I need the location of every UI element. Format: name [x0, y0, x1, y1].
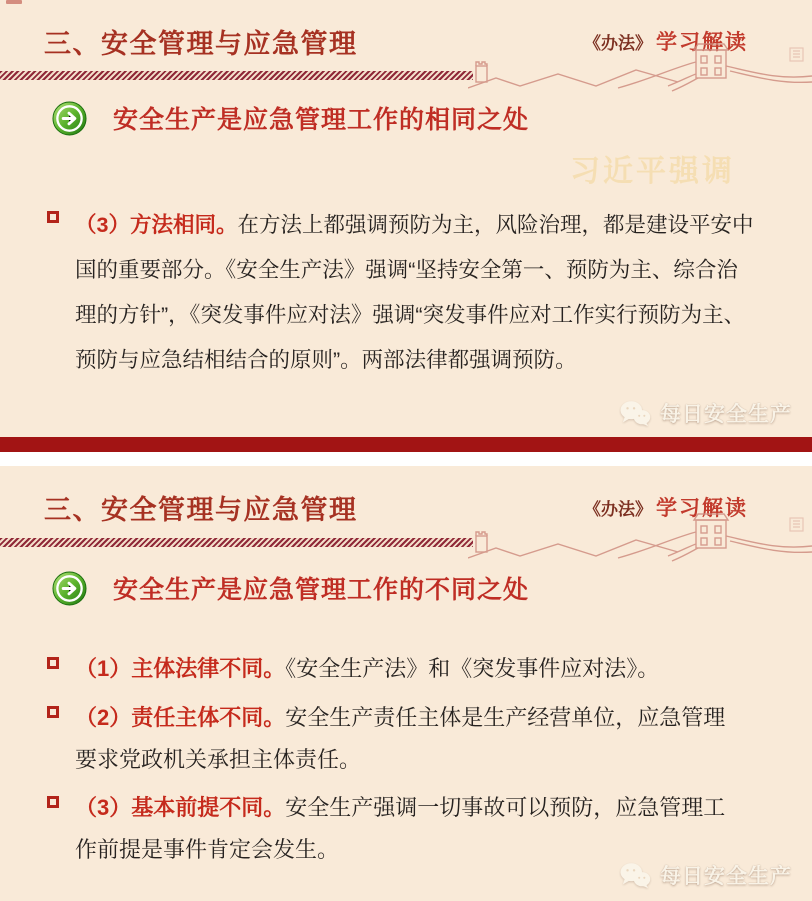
- bullet-item: [75, 697, 735, 781]
- title-underline-hatch: [0, 538, 473, 547]
- bullet-lead: （2）责任主体不同。: [75, 705, 286, 730]
- bullet-lead: （1）主体法律不同。: [75, 656, 286, 681]
- square-bullet-icon: [47, 796, 59, 808]
- bullet-text: [75, 648, 735, 690]
- bullet-item: [75, 203, 759, 383]
- bullet-body: 安全生产强调一切事故可以预防，应急管理工作前提是事件肯定会发生。: [75, 795, 726, 862]
- watermark-text: 每日安全生产: [660, 403, 792, 426]
- bullet-text: [75, 697, 735, 781]
- bullet-body: 安全生产责任主体是生产经营单位，应急管理要求党政机关承担主体责任。: [75, 705, 726, 772]
- wechat-watermark: [618, 860, 792, 890]
- bullet-lead: （3）方法相同。: [75, 213, 238, 237]
- wechat-watermark: [618, 398, 792, 428]
- bullet-lead: （3）基本前提不同。: [75, 795, 286, 820]
- slide-top: [0, 0, 812, 437]
- square-bullet-icon: [47, 211, 59, 223]
- watermark-text: 每日安全生产: [660, 865, 792, 888]
- bullet-item: [75, 787, 735, 871]
- section-heading-row: [52, 570, 529, 606]
- bullet-text: [75, 203, 759, 383]
- bullet-item: [75, 648, 735, 690]
- section-heading: 安全生产是应急管理工作的相同之处: [113, 106, 530, 134]
- square-bullet-icon: [47, 706, 59, 718]
- green-arrow-icon: [52, 571, 87, 606]
- badge-subtitle: 学习解读: [656, 31, 748, 54]
- slide-gap: [0, 452, 812, 466]
- bullet-body: 在方法上都强调预防为主，风险治理，都是建设平安中国的重要部分。《安全生产法》强调“坚持安全第一、预防为主、综合治理的方针”，《突发事件应对法》强调“突发事件应对工作实行预防为主、预防与应急结相结合的原则”。两部法律都强调预防。: [75, 213, 754, 372]
- title-underline-hatch: [0, 71, 473, 80]
- wechat-icon: [618, 861, 652, 889]
- bullet-text: [75, 787, 735, 871]
- badge-book-title: 《办法》: [584, 500, 652, 519]
- great-wall-illustration: [468, 506, 812, 564]
- green-arrow-icon: [52, 101, 87, 136]
- slide-divider: [0, 437, 812, 452]
- corner-mark: [6, 0, 22, 4]
- slide-title: 三、安全管理与应急管理: [44, 495, 358, 525]
- section-heading: 安全生产是应急管理工作的不同之处: [113, 576, 530, 604]
- great-wall-illustration: [468, 36, 812, 94]
- badge-book-title: 《办法》: [584, 34, 652, 53]
- slide-bottom: [0, 466, 812, 901]
- section-heading-row: [52, 100, 529, 136]
- faint-watermark: 习近平强调: [570, 155, 735, 188]
- wechat-icon: [618, 399, 652, 427]
- slide-title: 三、安全管理与应急管理: [44, 29, 358, 59]
- square-bullet-icon: [47, 657, 59, 669]
- bullet-body: 《安全生产法》和《突发事件应对法》。: [285, 656, 660, 681]
- badge-subtitle: 学习解读: [656, 497, 748, 520]
